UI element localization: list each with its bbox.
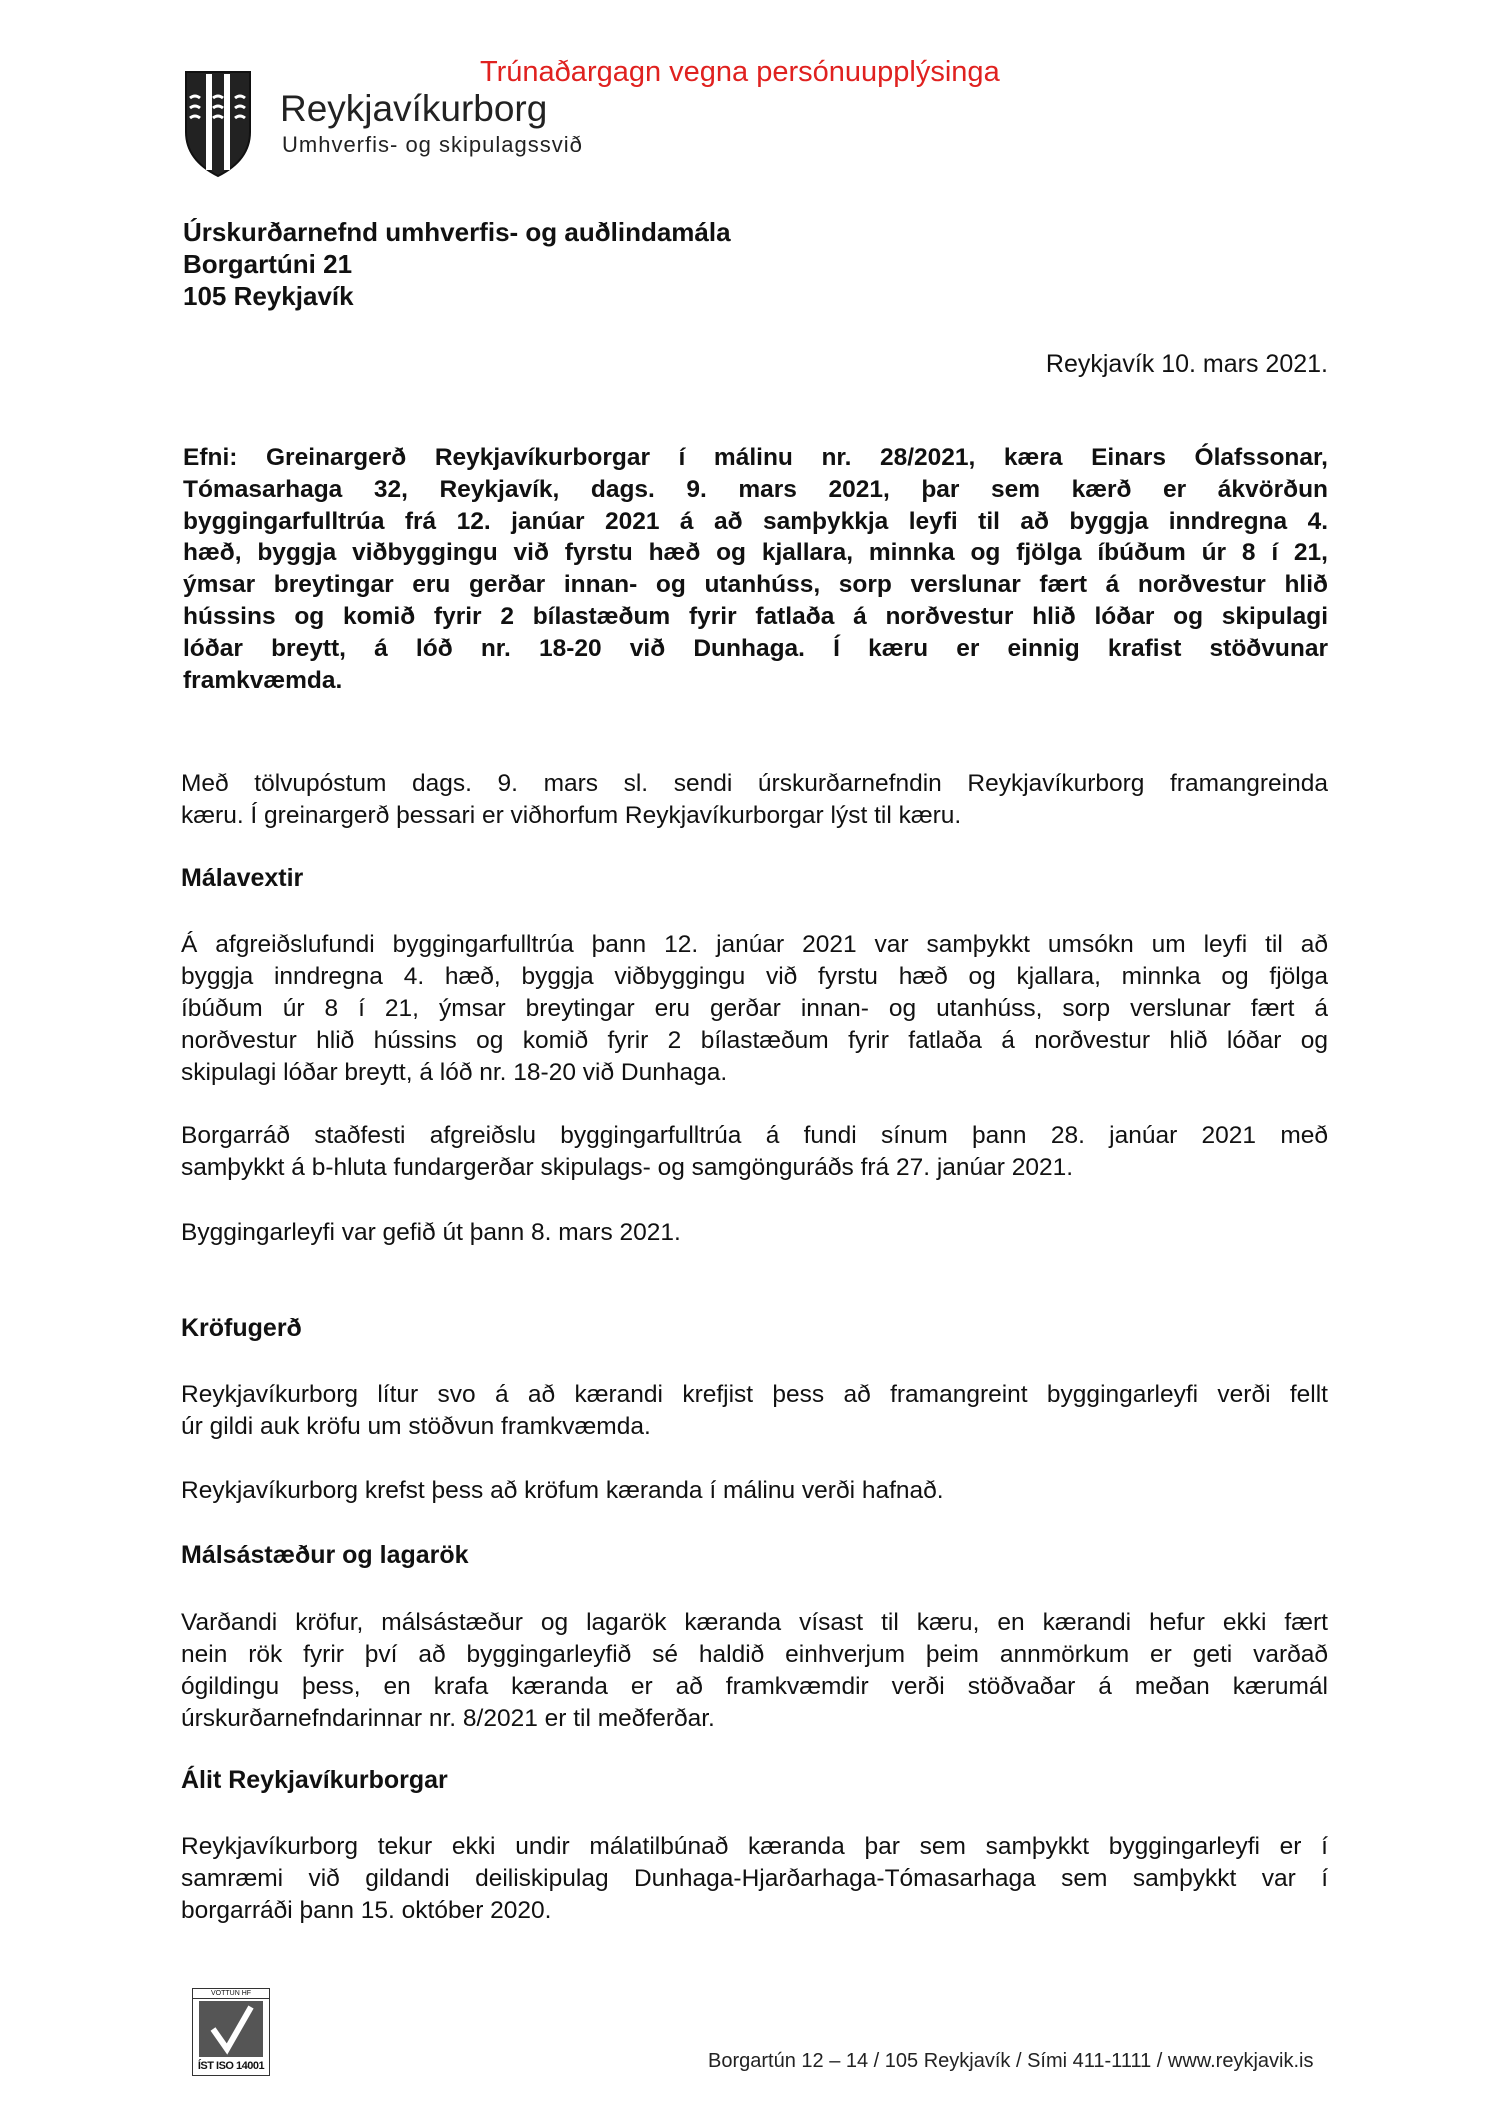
paragraph bbox=[181, 1607, 1328, 1735]
iso-14001-badge bbox=[192, 1988, 270, 2076]
paragraph-line: norðvestur hlið hússins og komið fyrir 2 bílastæðum fyrir fatlaða á norðvestur hlið lóðar og bbox=[181, 1027, 1328, 1054]
paragraph-line: ógildingu þess, en krafa kæranda er að framkvæmdir verði stöðvaðar á meðan kærumál bbox=[181, 1673, 1328, 1700]
paragraph-line: Reykjavíkurborg tekur ekki undir málatilbúnað kæranda þar sem samþykkt byggingarleyfi er í bbox=[181, 1833, 1328, 1860]
section-heading: Álit Reykjavíkurborgar bbox=[181, 1766, 448, 1794]
org-name: Reykjavíkurborg bbox=[280, 88, 548, 129]
recipient-line: Úrskurðarnefnd umhverfis- og auðlindamála bbox=[183, 217, 731, 247]
paragraph-line: Á afgreiðslufundi byggingarfulltrúa þann 12. janúar 2021 var samþykkt umsókn um leyfi til að bbox=[181, 931, 1328, 958]
subject-block bbox=[183, 442, 1328, 696]
paragraph-line: byggja inndregna 4. hæð, byggja viðbyggingu við fyrstu hæð og kjallara, minnka og fjölga bbox=[181, 963, 1328, 990]
paragraph-line: borgarráði þann 15. október 2020. bbox=[181, 1897, 552, 1924]
subject-line: framkvæmda. bbox=[183, 666, 343, 694]
subject-line: byggingarfulltrúa frá 12. janúar 2021 á að samþykkja leyfi til að byggja inndregna 4. bbox=[183, 507, 1328, 535]
section-heading: Kröfugerð bbox=[181, 1314, 302, 1342]
paragraph-line: skipulagi lóðar breytt, á lóð nr. 18-20 við Dunhaga. bbox=[181, 1059, 728, 1086]
subject-line: ýmsar breytingar eru gerðar innan- og utanhúss, sorp verslunar fært á norðvestur hlið bbox=[183, 571, 1328, 599]
paragraph-line: Reykjavíkurborg krefst þess að kröfum kæranda í málinu verði hafnað. bbox=[181, 1477, 944, 1504]
paragraph-line: samræmi við gildandi deiliskipulag Dunhaga-Hjarðarhaga-Tómasarhaga sem samþykkt var í bbox=[181, 1865, 1328, 1892]
paragraph-line: Byggingarleyfi var gefið út þann 8. mars 2021. bbox=[181, 1219, 681, 1246]
paragraph bbox=[181, 768, 1328, 832]
letter-date: Reykjavík 10. mars 2021. bbox=[1045, 350, 1328, 378]
subject-line: Tómasarhaga 32, Reykjavík, dags. 9. mars 2021, þar sem kærð er ákvörðun bbox=[183, 475, 1328, 503]
paragraph bbox=[181, 1831, 1328, 1927]
recipient-address bbox=[183, 216, 731, 312]
subject-line: lóðar breytt, á lóð nr. 18-20 við Dunhaga. Í kæru er einnig krafist stöðvunar bbox=[183, 634, 1328, 662]
checkmark-icon bbox=[199, 2001, 263, 2057]
paragraph-line: kæru. Í greinargerð þessari er viðhorfum Reykjavíkurborgar lýst til kæru. bbox=[181, 802, 962, 829]
paragraph-line: úrskurðarnefndarinnar nr. 8/2021 er til meðferðar. bbox=[181, 1705, 715, 1732]
paragraph-line: nein rök fyrir því að byggingarleyfið sé haldið einhverjum þeim annmörkum er geti varðað bbox=[181, 1641, 1328, 1668]
subject-line: hússins og komið fyrir 2 bílastæðum fyrir fatlaða á norðvestur hlið lóðar og skipulagi bbox=[183, 602, 1328, 630]
paragraph bbox=[181, 929, 1328, 1089]
footer-address: Borgartún 12 – 14 / 105 Reykjavík / Sími 411-1111 / www.reykjavik.is bbox=[708, 2050, 1314, 2072]
iso-badge-bottom-text: ÍST ISO 14001 bbox=[197, 2060, 265, 2072]
paragraph-line: Varðandi kröfur, málsástæður og lagarök kæranda vísast til kæru, en kærandi hefur ekki fært bbox=[181, 1609, 1328, 1636]
recipient-line: 105 Reykjavík bbox=[183, 281, 354, 311]
confidential-notice: Trúnaðargagn vegna persónuupplýsinga bbox=[480, 56, 1000, 88]
paragraph-line: samþykkt á b-hluta fundargerðar skipulags- og samgönguráðs frá 27. janúar 2021. bbox=[181, 1154, 1074, 1181]
paragraph-line: úr gildi auk kröfu um stöðvun framkvæmda. bbox=[181, 1413, 651, 1440]
paragraph bbox=[181, 1475, 1328, 1507]
paragraph-line: Borgarráð staðfesti afgreiðslu byggingarfulltrúa á fundi sínum þann 28. janúar 2021 með bbox=[181, 1122, 1328, 1149]
iso-badge-top-text: VOTTUN HF bbox=[193, 1989, 269, 1999]
paragraph bbox=[181, 1120, 1328, 1184]
paragraph bbox=[181, 1217, 1328, 1249]
reykjavik-coat-of-arms-logo bbox=[184, 70, 252, 178]
paragraph bbox=[181, 1379, 1328, 1443]
section-heading: Málavextir bbox=[181, 864, 304, 892]
department-name: Umhverfis- og skipulagssvið bbox=[282, 132, 583, 157]
subject-line: hæð, byggja viðbyggingu við fyrstu hæð og kjallara, minnka og fjölga íbúðum úr 8 í 21, bbox=[183, 539, 1328, 567]
paragraph-line: íbúðum úr 8 í 21, ýmsar breytingar eru gerðar innan- og utanhúss, sorp verslunar fært á bbox=[181, 995, 1328, 1022]
section-heading: Málsástæður og lagarök bbox=[181, 1541, 469, 1569]
recipient-line: Borgartúni 21 bbox=[183, 249, 353, 279]
paragraph-line: Með tölvupóstum dags. 9. mars sl. sendi úrskurðarnefndin Reykjavíkurborg framangreinda bbox=[181, 770, 1328, 797]
paragraph-line: Reykjavíkurborg lítur svo á að kærandi krefjist þess að framangreint byggingarleyfi verði fellt bbox=[181, 1381, 1328, 1408]
subject-line: Efni: Greinargerð Reykjavíkurborgar í málinu nr. 28/2021, kæra Einars Ólafssonar, bbox=[183, 444, 1328, 471]
